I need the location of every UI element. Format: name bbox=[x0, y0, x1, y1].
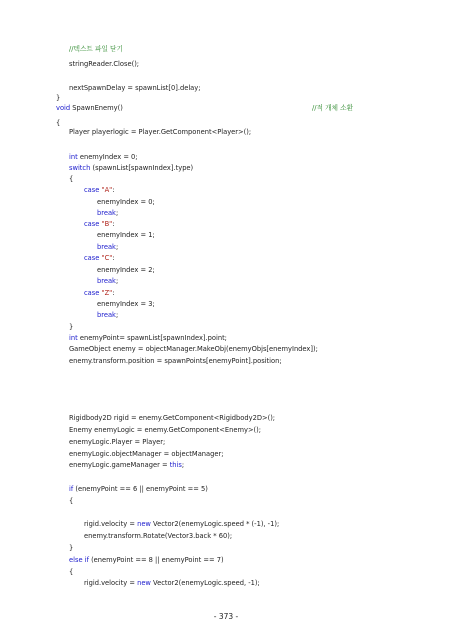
code-line bbox=[69, 567, 73, 577]
code-keyword: switch bbox=[69, 164, 91, 172]
code-text: (enemyPoint == 6 || enemyPoint == 5) bbox=[73, 485, 208, 493]
code-line bbox=[69, 496, 73, 506]
code-line bbox=[69, 425, 261, 435]
code-text: Player playerlogic = Player.GetComponent<Player>(); bbox=[69, 128, 252, 136]
code-text: ; bbox=[115, 243, 119, 251]
code-text: : bbox=[112, 220, 115, 228]
code-line bbox=[69, 437, 165, 447]
code-text: (enemyPoint == 8 || enemyPoint == 7) bbox=[88, 556, 224, 564]
code-text: enemyIndex = 2; bbox=[97, 266, 155, 274]
code-text: ; bbox=[115, 277, 119, 285]
code-text: : bbox=[112, 186, 115, 194]
code-line bbox=[69, 163, 193, 173]
code-keyword: case bbox=[84, 220, 100, 228]
code-line bbox=[69, 174, 73, 184]
code-line bbox=[69, 413, 275, 423]
code-text: nextSpawnDelay = spawnList[0].delay; bbox=[69, 84, 201, 92]
code-line bbox=[56, 93, 60, 103]
code-line bbox=[69, 460, 184, 470]
code-keyword: new bbox=[137, 579, 151, 587]
code-line bbox=[84, 519, 279, 529]
code-line bbox=[97, 310, 118, 320]
code-text: enemyLogic.objectManager = objectManager; bbox=[69, 450, 224, 458]
code-keyword: break bbox=[97, 243, 116, 251]
code-text: enemyIndex = 0; bbox=[97, 198, 155, 206]
code-text: ; bbox=[181, 461, 185, 469]
code-line bbox=[56, 103, 123, 113]
code-text: : bbox=[112, 254, 115, 262]
code-text: } bbox=[56, 94, 61, 102]
code-keyword: case bbox=[84, 186, 100, 194]
code-text: enemyLogic.gameManager = bbox=[69, 461, 170, 469]
code-text: stringReader.Close(); bbox=[69, 60, 140, 68]
code-text: { bbox=[69, 568, 74, 576]
code-keyword: this bbox=[169, 461, 182, 469]
code-text: { bbox=[69, 175, 74, 183]
code-line bbox=[69, 543, 73, 553]
code-line bbox=[69, 333, 227, 343]
code-text: } bbox=[69, 323, 74, 331]
code-line bbox=[69, 449, 224, 459]
code-text: GameObject enemy = objectManager.MakeObj(enemyObjs[enemyIndex]); bbox=[69, 345, 318, 353]
code-text: } bbox=[69, 544, 74, 552]
code-text: { bbox=[69, 497, 74, 505]
code-line bbox=[69, 356, 282, 366]
code-line bbox=[69, 127, 251, 137]
code-line bbox=[84, 253, 115, 263]
code-text: : bbox=[112, 289, 115, 297]
code-text: ; bbox=[115, 311, 119, 319]
code-line bbox=[69, 59, 139, 69]
code-text: enemy.transform.Rotate(Vector3.back * 60); bbox=[84, 532, 233, 540]
code-line bbox=[84, 185, 115, 195]
code-keyword: break bbox=[97, 277, 116, 285]
code-line bbox=[69, 322, 73, 332]
code-line bbox=[69, 152, 138, 162]
code-comment: //텍스트 파일 닫기 bbox=[69, 45, 123, 53]
code-keyword: case bbox=[84, 289, 100, 297]
code-line bbox=[97, 299, 155, 309]
code-line bbox=[84, 288, 115, 298]
code-text: SpawnEnemy() bbox=[70, 104, 123, 112]
code-text: rigid.velocity = bbox=[84, 520, 138, 528]
code-line bbox=[69, 555, 224, 565]
code-line bbox=[69, 44, 123, 54]
code-line bbox=[97, 276, 118, 286]
code-line bbox=[84, 219, 115, 229]
code-text: enemyIndex = 0; bbox=[77, 153, 138, 161]
code-line bbox=[97, 208, 118, 218]
code-line bbox=[97, 197, 155, 207]
code-string: "C" bbox=[101, 254, 113, 262]
code-text: enemyPoint= spawnList[spawnIndex].point; bbox=[77, 334, 227, 342]
code-keyword: new bbox=[137, 520, 151, 528]
code-text: enemyIndex = 3; bbox=[97, 300, 155, 308]
code-keyword: else bbox=[69, 556, 83, 564]
code-keyword: void bbox=[56, 104, 71, 112]
code-line bbox=[84, 578, 260, 588]
code-text: enemy.transform.position = spawnPoints[enemyPoint].position; bbox=[69, 357, 282, 365]
code-line bbox=[84, 531, 232, 541]
code-line bbox=[69, 344, 318, 354]
code-line bbox=[69, 83, 201, 93]
code-text: { bbox=[56, 119, 61, 127]
code-line bbox=[97, 242, 118, 252]
code-text: (spawnList[spawnIndex].type) bbox=[90, 164, 194, 172]
code-text: Enemy enemyLogic = enemy.GetComponent<Enemy>(); bbox=[69, 426, 262, 434]
code-keyword: break bbox=[97, 209, 116, 217]
code-line bbox=[56, 118, 60, 128]
code-line bbox=[97, 230, 155, 240]
code-keyword: case bbox=[84, 254, 100, 262]
spawn-comment: //적 개체 소환 bbox=[312, 104, 354, 112]
code-text: Vector2(enemyLogic.speed * (-1), -1); bbox=[150, 520, 280, 528]
code-line bbox=[69, 484, 208, 494]
code-keyword: int bbox=[69, 334, 78, 342]
code-keyword: int bbox=[69, 153, 78, 161]
code-string: "B" bbox=[101, 220, 113, 228]
code-line bbox=[97, 265, 155, 275]
code-string: "A" bbox=[101, 186, 113, 194]
code-keyword: if bbox=[69, 485, 74, 493]
page-number: - 373 - bbox=[213, 612, 239, 621]
code-string: "Z" bbox=[101, 289, 113, 297]
code-text: rigid.velocity = bbox=[84, 579, 138, 587]
code-text: enemyIndex = 1; bbox=[97, 231, 155, 239]
code-keyword: break bbox=[97, 311, 116, 319]
code-text: Rigidbody2D rigid = enemy.GetComponent<Rigidbody2D>(); bbox=[69, 414, 276, 422]
code-keyword: if bbox=[84, 556, 89, 564]
code-text: enemyLogic.Player = Player; bbox=[69, 438, 166, 446]
code-text: ; bbox=[115, 209, 119, 217]
code-text: Vector2(enemyLogic.speed, -1); bbox=[150, 579, 260, 587]
